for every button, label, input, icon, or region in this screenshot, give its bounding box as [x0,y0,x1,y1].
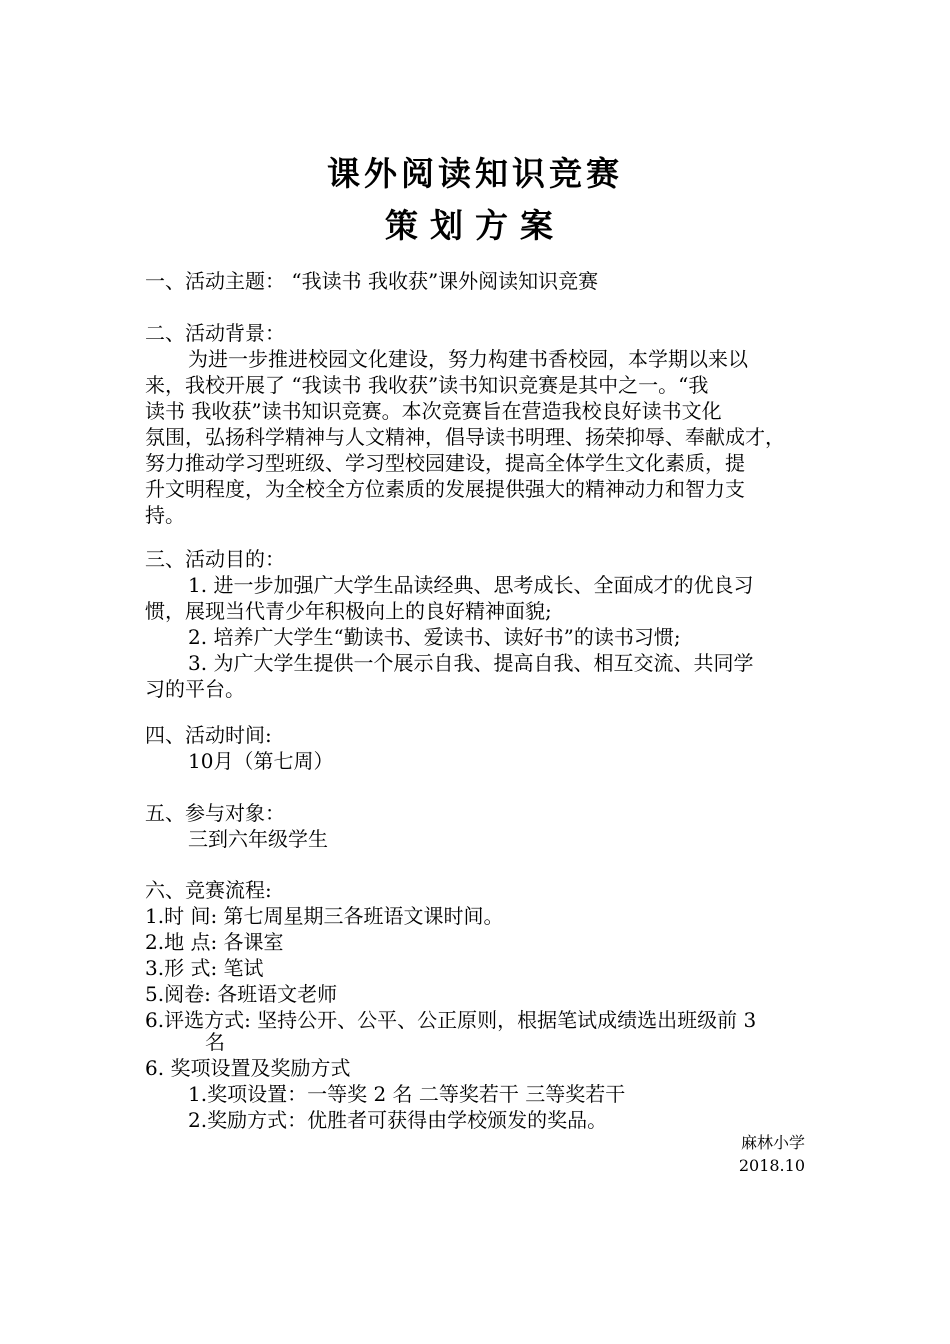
background-line: 持。 [145,503,185,527]
document-subtitle: 策划方案 [385,206,565,245]
document-title: 课外阅读知识竞赛 [327,154,623,193]
document-date: 2018.10 [738,1156,805,1175]
process-line: 1.时 间: 第七周星期三各班语文课时间。 [145,904,504,928]
background-line: 升文明程度，为全校全方位素质的发展提供强大的精神动力和智力支 [145,477,745,501]
purpose-line: 2. 培养广大学生“勤读书、爱读书、读好书”的读书习惯; [188,625,681,649]
time-heading: 四、活动时间: [145,723,272,747]
background-line: 读书 我收获”读书知识竞赛。本次竞赛旨在营造我校良好读书文化 [145,399,722,423]
school-name: 麻林小学 [740,1133,805,1152]
process-line: 名 [205,1030,225,1054]
purpose-heading: 三、活动目的： [145,547,285,571]
process-line: 6.评选方式: 坚持公开、公平、公正原则，根据笔试成绩选出班级前 3 [145,1008,757,1032]
award-line: 1.奖项设置：一等奖 2 名 二等奖若干 三等奖若干 [188,1082,626,1106]
purpose-line: 1. 进一步加强广大学生品读经典、思考成长、全面成才的优良习 [188,573,754,597]
background-line: 为进一步推进校园文化建设，努力构建书香校园，本学期以来以 [188,347,748,371]
background-line: 氛围，弘扬科学精神与人文精神，倡导读书明理、扬荣抑辱、奉献成才， [145,425,785,449]
process-line: 3.形 式: 笔试 [145,956,264,980]
background-heading: 二、活动背景： [145,321,285,345]
purpose-line: 3. 为广大学生提供一个展示自我、提高自我、相互交流、共同学 [188,651,754,675]
process-line: 2.地 点: 各课室 [145,930,284,954]
target-value: 三到六年级学生 [188,827,328,851]
background-line: 努力推动学习型班级、学习型校园建设，提高全体学生文化素质，提 [145,451,745,475]
process-heading: 六、竞赛流程: [145,878,272,902]
purpose-line: 惯，展现当代青少年积极向上的良好精神面貌; [145,599,552,623]
target-heading: 五、参与对象： [145,801,285,825]
background-line: 来，我校开展了 “我读书 我收获”读书知识竞赛是其中之一。“我 [145,373,709,397]
theme-line: 一、活动主题： “我读书 我收获”课外阅读知识竞赛 [145,269,599,293]
time-value: 10月（第七周） [188,749,334,773]
purpose-line: 习的平台。 [145,677,245,701]
award-line: 2.奖励方式：优胜者可获得由学校颁发的奖品。 [188,1108,608,1132]
award-heading: 6. 奖项设置及奖励方式 [145,1056,351,1080]
process-line: 5.阅卷: 各班语文老师 [145,982,338,1006]
